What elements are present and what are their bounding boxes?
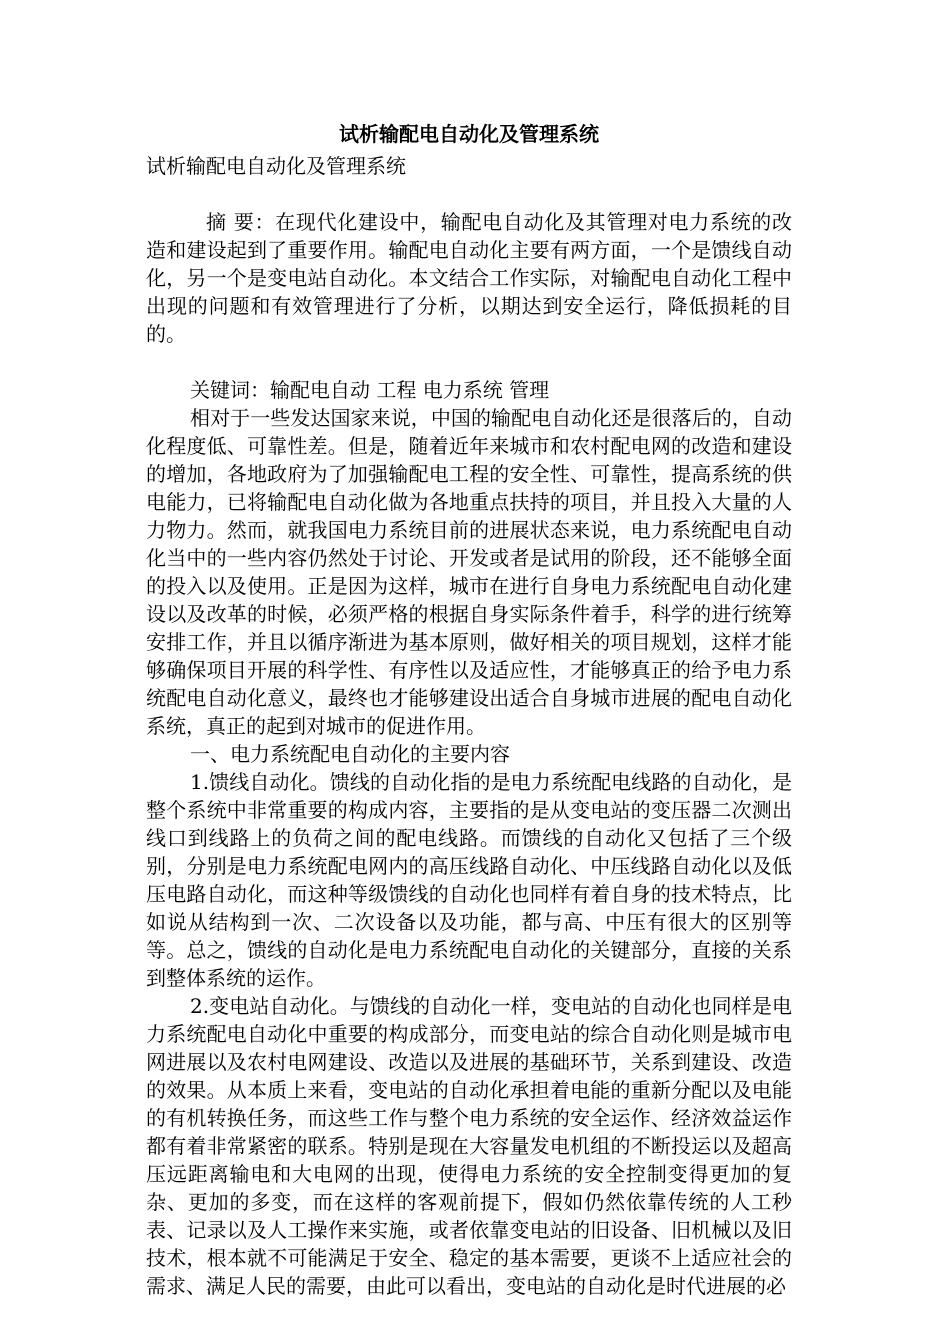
document-subtitle: 试析输配电自动化及管理系统	[146, 154, 406, 178]
body-paragraph-intro: 相对于一些发达国家来说，中国的输配电自动化还是很落后的，自动化程度低、可靠性差。但是，随着近年来城市和农村配电网的改造和建设的增加，各地政府为了加强输配电工程的安全性、可靠性，提高系统的供电能力，已将输配电自动化做为各地重点扶持的项目，并且投入大量的人力物力。然而，就我国电力系统目前的进展状态来说，电力系统配电自动化当中的一些内容仍然处于讨论、开发或者是试用的阶段，还不能够全面的投入以及使用。正是因为这样，城市在进行自身电力系统配电自动化建设以及改革的时候，必须严格的根据自身实际条件着手，科学的进行统筹安排工作，并且以循序渐进为基本原则，做好相关的项目规划，这样才能够确保项目开展的科学性、有序性以及适应性，才能够真正的给予电力系统配电自动化意义，最终也才能够建设出适合自身城市进展的配电自动化系统，真正的起到对城市的促进作用。	[146, 406, 792, 738]
body-paragraph-substation: 2.变电站自动化。与馈线的自动化一样，变电站的自动化也同样是电力系统配电自动化中重要的构成部分，而变电站的综合自动化则是城市电网进展以及农村电网建设、改造以及进展的基础环节，关系到建设、改造的效果。从本质上来看，变电站的自动化承担着电能的重新分配以及电能的有机转换任务，而这些工作与整个电力系统的安全运作、经济效益运作都有着非常紧密的联系。特别是现在大容量发电机组的不断投运以及超高压远距离输电和大电网的出现，使得电力系统的安全控制变得更加的复杂、更加的多变，而在这样的客观前提下，假如仍然依靠传统的人工秒表、记录以及人工操作来实施，或者依靠变电站的旧设备、旧机械以及旧技术，根本就不可能满足于安全、稳定的基本需要，更谈不上适应社会的需求、满足人民的需要，由此可以看出，变电站的自动化是时代进展的必	[146, 994, 792, 1298]
abstract-paragraph: 摘 要：在现代化建设中，输配电自动化及其管理对电力系统的改造和建设起到了重要作用。输配电自动化主要有两方面，一个是馈线自动化，另一个是变电站自动化。本文结合工作实际，对输配电自动化工程中出现的问题和有效管理进行了分析，以期达到安全运行，降低损耗的目的。	[146, 210, 792, 346]
keywords-line: 关键词：输配电自动 工程 电力系统 管理	[190, 378, 550, 402]
document-title: 试析输配电自动化及管理系统	[339, 122, 599, 146]
section-heading: 一、电力系统配电自动化的主要内容	[190, 742, 510, 766]
body-paragraph-feeder: 1.馈线自动化。馈线的自动化指的是电力系统配电线路的自动化，是整个系统中非常重要的构成内容，主要指的是从变电站的变压器二次测出线口到线路上的负荷之间的配电线路。而馈线的自动化又包括了三个级别，分别是电力系统配电网内的高压线路自动化、中压线路自动化以及低压电路自动化，而这种等级馈线的自动化也同样有着自身的技术特点，比如说从结构到一次、二次设备以及功能，都与高、中压有很大的区别等等。总之，馈线的自动化是电力系统配电自动化的关键部分，直接的关系到整体系统的运作。	[146, 770, 792, 990]
document-page	[146, 116, 792, 1300]
